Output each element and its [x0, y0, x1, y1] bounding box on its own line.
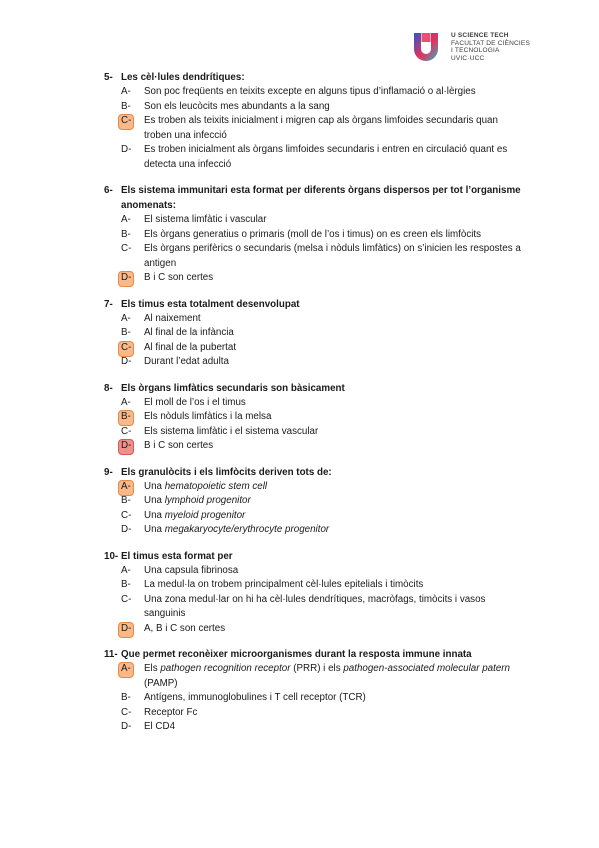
- question-title: [104, 549, 524, 564]
- option-text: [142, 439, 524, 454]
- question-text: El timus esta format per: [121, 550, 233, 562]
- question-title: [104, 647, 524, 662]
- option-letter-highlight: C-: [121, 341, 132, 353]
- option-letter: [121, 143, 142, 172]
- option-text-part: B i C son certes: [144, 272, 214, 283]
- answer-option[interactable]: [104, 662, 524, 691]
- option-letter-text: C-: [121, 425, 132, 437]
- option-text-part: Els òrgans perifèrics o secundaris (melsa i nòduls limfàtics) on s’inicien les respostes a antigen: [144, 243, 521, 269]
- option-letter-text: A-: [121, 312, 131, 324]
- answer-option[interactable]: [104, 480, 524, 495]
- question-list: [104, 70, 524, 746]
- option-text: [142, 341, 524, 356]
- option-letter: [121, 271, 142, 286]
- option-letter-text: B-: [121, 579, 131, 590]
- option-letter-text: D-: [121, 356, 132, 367]
- answer-option[interactable]: [104, 100, 524, 115]
- question-text: Els granulòcits i els limfòcits deriven tots de:: [121, 466, 332, 478]
- question: [104, 647, 524, 735]
- option-text-part: Una: [144, 524, 165, 535]
- option-text-part: Els nòduls limfàtics i la melsa: [144, 411, 272, 422]
- option-text: [142, 578, 524, 593]
- option-letter-text: B-: [121, 327, 131, 338]
- option-letter: [121, 410, 142, 425]
- option-letter-highlight: D-: [121, 440, 132, 451]
- option-letter: [121, 100, 142, 115]
- answer-option[interactable]: [104, 706, 524, 721]
- option-letter: [121, 114, 142, 143]
- question-number: 6-: [104, 185, 113, 196]
- answer-option[interactable]: [104, 114, 524, 143]
- option-letter-text: B-: [121, 100, 131, 112]
- answer-option[interactable]: [104, 326, 524, 341]
- option-letter-highlight: A-: [121, 663, 131, 674]
- answer-option[interactable]: [104, 578, 524, 593]
- option-text: [142, 326, 524, 341]
- option-text: [142, 662, 524, 691]
- question-title: [104, 70, 524, 85]
- question: [104, 70, 524, 172]
- answer-option[interactable]: [104, 622, 524, 637]
- option-text: [142, 228, 524, 243]
- option-text-part: Una: [144, 495, 165, 506]
- option-text-part: Una: [144, 509, 165, 521]
- option-letter-text: A-: [121, 564, 131, 576]
- option-text: [142, 691, 524, 706]
- answer-option[interactable]: [104, 593, 524, 622]
- answer-option[interactable]: [104, 271, 524, 286]
- option-text: [142, 720, 524, 735]
- option-text: [142, 355, 524, 370]
- option-letter-text: A-: [121, 86, 131, 97]
- question-title: [104, 381, 524, 396]
- option-letter: [121, 480, 142, 495]
- option-text-part: Al final de la pubertat: [144, 341, 237, 353]
- option-letter: [121, 326, 142, 341]
- answer-option[interactable]: [104, 425, 524, 440]
- option-letter: [121, 662, 142, 691]
- option-letter-text: C-: [121, 593, 132, 605]
- option-text: [142, 480, 524, 495]
- option-text: [142, 509, 524, 524]
- option-letter-text: B-: [121, 495, 131, 506]
- option-text-part: Antígens, immunoglobulines i T cell receptor (TCR): [144, 692, 366, 703]
- answer-option[interactable]: [104, 228, 524, 243]
- option-letter: [121, 312, 142, 327]
- option-letter: [121, 494, 142, 509]
- option-text: [142, 494, 524, 509]
- option-letter-text: D-: [121, 721, 132, 732]
- brand-line-4: UVIC·UCC: [451, 54, 485, 62]
- option-letter: [121, 706, 142, 721]
- option-text: [142, 410, 524, 425]
- question: [104, 381, 524, 454]
- option-text-part: Una capsula fibrinosa: [144, 564, 239, 576]
- faculty-brand: [451, 32, 530, 62]
- option-text: [142, 622, 524, 637]
- answer-option[interactable]: [104, 242, 524, 271]
- option-text: [142, 114, 524, 143]
- answer-option[interactable]: [104, 509, 524, 524]
- question: [104, 549, 524, 637]
- question-number: 10-: [104, 550, 119, 562]
- question-number: 8-: [104, 382, 113, 394]
- option-letter-highlight: A-: [121, 480, 131, 492]
- answer-option[interactable]: [104, 720, 524, 735]
- option-text: [142, 143, 524, 172]
- option-text: [142, 425, 524, 440]
- option-text-part: La medul·la on trobem principalment cèl·lules epitelials i timòcits: [144, 579, 424, 590]
- option-letter-text: D-: [121, 144, 132, 155]
- answer-option[interactable]: [104, 396, 524, 411]
- option-italic-term: myeloid progenitor: [164, 509, 246, 521]
- option-letter: [121, 396, 142, 411]
- option-letter-text: B-: [121, 692, 131, 703]
- option-italic-term: hematopoietic stem cell: [164, 480, 268, 492]
- question-number: 5-: [104, 72, 113, 83]
- option-text-part: Una: [144, 480, 165, 492]
- option-text-part: El CD4: [144, 721, 176, 732]
- option-text-part: B i C son certes: [144, 440, 214, 451]
- option-letter: [121, 228, 142, 243]
- option-text: [142, 213, 524, 228]
- answer-option[interactable]: [104, 355, 524, 370]
- question-number: 11-: [104, 649, 118, 660]
- option-text-part: A, B i C son certes: [144, 622, 226, 634]
- option-text-part: (PRR) i els: [290, 663, 344, 674]
- answer-option[interactable]: [104, 341, 524, 356]
- option-letter-text: D-: [121, 524, 132, 535]
- question-text: Les cèl·lules dendrítiques:: [121, 72, 245, 83]
- brand-line-1: U SCIENCE TECH: [451, 32, 509, 39]
- option-letter: [121, 425, 142, 440]
- brand-line-3: I TECNOLOGIA: [451, 47, 500, 54]
- option-letter: [121, 242, 142, 271]
- option-text-part: Al naixement: [144, 312, 201, 324]
- option-letter-text: C-: [121, 509, 132, 521]
- option-italic-term: megakaryocyte/erythrocyte progenitor: [164, 524, 330, 535]
- option-letter: [121, 213, 142, 228]
- option-text-part: Son els leucòcits mes abundants a la sang: [144, 100, 330, 112]
- question: [104, 465, 524, 538]
- answer-option[interactable]: [104, 312, 524, 327]
- answer-option[interactable]: [104, 410, 524, 425]
- option-letter-text: B-: [121, 228, 131, 240]
- option-letter: [121, 85, 142, 100]
- question-title: [104, 297, 524, 312]
- answer-option[interactable]: [104, 213, 524, 228]
- option-letter: [121, 509, 142, 524]
- answer-option[interactable]: [104, 564, 524, 579]
- option-letter: [121, 523, 142, 538]
- question-text: Els òrgans limfàtics secundaris son bàsicament: [121, 382, 345, 394]
- option-text: [142, 312, 524, 327]
- option-letter: [121, 341, 142, 356]
- option-letter-highlight: D-: [121, 622, 132, 634]
- question-text: Els sistema immunitari esta format per diferents òrgans dispersos per tot l’organisme anomenats:: [121, 185, 521, 211]
- option-letter-highlight: B-: [121, 411, 131, 422]
- option-text: [142, 85, 524, 100]
- question: [104, 297, 524, 370]
- question-title: [104, 465, 524, 480]
- answer-option[interactable]: [104, 494, 524, 509]
- option-letter: [121, 439, 142, 454]
- brand-line-2: FACULTAT DE CIÈNCIES: [451, 39, 531, 47]
- question-number: 9-: [104, 466, 113, 478]
- answer-option[interactable]: [104, 85, 524, 100]
- option-text: [142, 593, 524, 622]
- option-letter: [121, 564, 142, 579]
- option-letter-text: A-: [121, 396, 131, 408]
- option-text: [142, 564, 524, 579]
- question-title: [104, 183, 524, 213]
- option-text-part: El sistema limfàtic i vascular: [144, 214, 267, 225]
- option-letter-text: C-: [121, 706, 132, 718]
- option-text-part: Receptor Fc: [144, 706, 198, 718]
- answer-option[interactable]: [104, 691, 524, 706]
- question: [104, 183, 524, 286]
- uvic-logo: [413, 32, 439, 62]
- option-letter-highlight: C-: [121, 115, 132, 126]
- option-text-part: Els: [144, 663, 161, 674]
- option-letter-highlight: D-: [121, 272, 132, 283]
- option-letter: [121, 578, 142, 593]
- answer-option[interactable]: [104, 523, 524, 538]
- option-text-part: Els sistema limfàtic i el sistema vascular: [144, 425, 319, 437]
- option-letter: [121, 622, 142, 637]
- option-text-part: Son poc freqüents en teixits excepte en alguns tipus d’inflamació o al·lèrgies: [144, 86, 476, 97]
- option-text: [142, 242, 524, 271]
- option-text: [142, 706, 524, 721]
- answer-option[interactable]: [104, 143, 524, 172]
- option-text: [142, 100, 524, 115]
- question-text: Els timus esta totalment desenvolupat: [121, 298, 300, 310]
- option-text: [142, 396, 524, 411]
- option-italic-term: pathogen-associated molecular patern: [343, 663, 510, 674]
- option-text: [142, 523, 524, 538]
- option-text-part: Durant l’edat adulta: [144, 356, 229, 367]
- option-text-part: (PAMP): [144, 677, 178, 689]
- option-letter: [121, 593, 142, 622]
- option-text-part: El moll de l’os i el timus: [144, 396, 246, 408]
- option-text: [142, 271, 524, 286]
- option-text-part: Els òrgans generatius o primaris (moll de l’os i timus) on es creen els limfòcits: [144, 228, 482, 240]
- option-italic-term: pathogen recognition receptor: [160, 663, 291, 674]
- option-italic-term: lymphoid progenitor: [164, 495, 251, 506]
- option-text-part: Es troben als teixits inicialment i migren cap als òrgans limfoides secundaris quan troben una infecció: [144, 115, 498, 141]
- question-text: Que permet reconèixer microorganismes durant la resposta immune innata: [121, 649, 472, 660]
- option-letter: [121, 720, 142, 735]
- option-letter: [121, 691, 142, 706]
- option-text-part: Es troben inicialment als òrgans limfoides secundaris i entren en circulació quant es detecta una infecció: [144, 144, 508, 170]
- option-text-part: Al final de la infància: [144, 327, 234, 338]
- question-number: 7-: [104, 298, 113, 310]
- answer-option[interactable]: [104, 439, 524, 454]
- option-letter: [121, 355, 142, 370]
- option-letter-text: C-: [121, 243, 132, 254]
- option-letter-text: A-: [121, 214, 131, 225]
- option-text-part: Una zona medul·lar on hi ha cèl·lules dendrítiques, macròfags, timòcits i vasos sanguinis: [144, 593, 486, 619]
